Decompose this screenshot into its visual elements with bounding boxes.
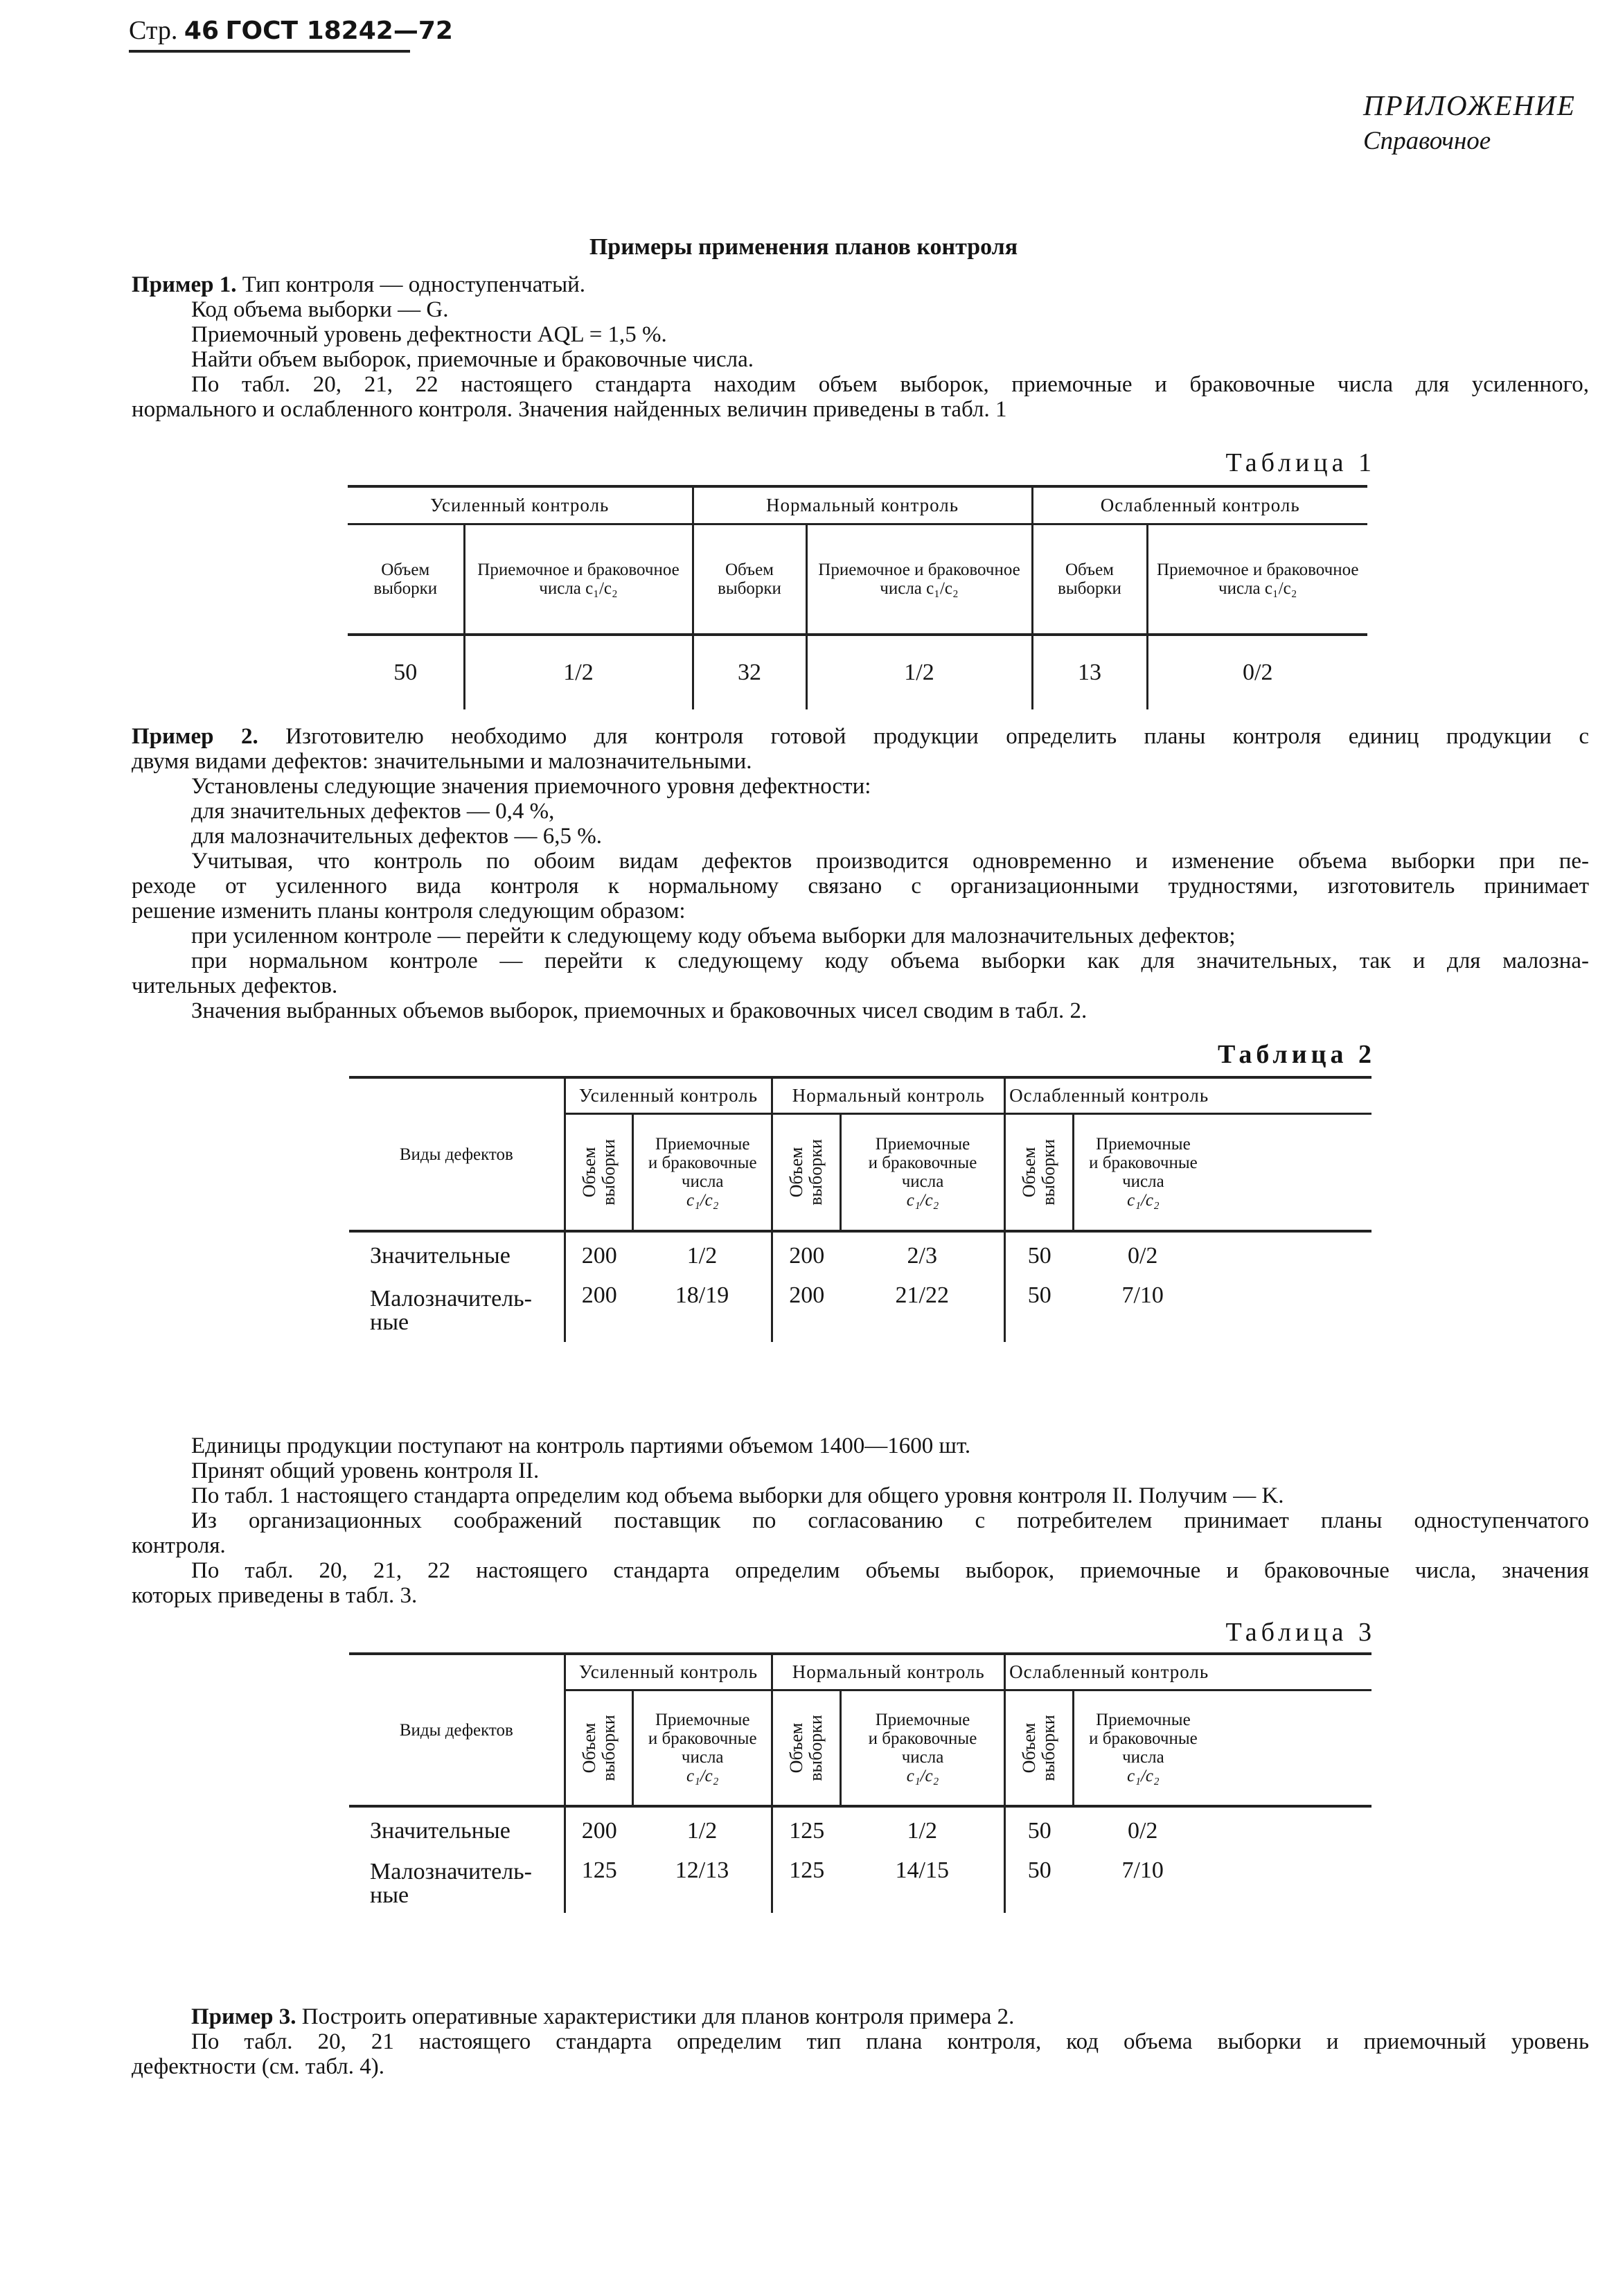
example2-para7b: чительных дефектов. — [132, 973, 338, 998]
table1-cell: 1/2 — [464, 635, 693, 709]
table3-group-row — [349, 1654, 1371, 1690]
table3 — [349, 1652, 1371, 1913]
appendix-title: ПРИЛОЖЕНИЕ — [1363, 89, 1576, 121]
table1 — [348, 485, 1367, 709]
table2-cell: 0/2 — [1127, 1243, 1158, 1269]
after2-para5b: которых приведены в табл. 3. — [132, 1583, 418, 1608]
table-row — [349, 1855, 1371, 1913]
table3-cell: 14/15 — [895, 1857, 949, 1883]
table2-cell: 200 — [772, 1231, 841, 1280]
table3-cell: 1/2 — [686, 1818, 718, 1844]
size-l2: выборки — [1038, 1714, 1059, 1781]
example3-para2a: По табл. 20, 21 настоящего стандарта определим тип плана контроля, код объема выборки и приемочный уровень — [191, 2029, 1589, 2054]
table3-col-numbers — [840, 1690, 1005, 1806]
table2-cell: 50 — [1005, 1280, 1074, 1342]
table1-col-size: Объем выборки — [1032, 524, 1147, 635]
table1-cell: 32 — [693, 635, 806, 709]
num-l1: Приемочные — [1096, 1134, 1191, 1154]
table3-spacer — [1212, 1855, 1371, 1913]
table3-cell: 50 — [1005, 1806, 1074, 1855]
table2-caption: Таблица 2 — [1217, 1040, 1376, 1069]
table1-col-numbers: Приемочное и браковочное числа c₁/c₂ — [1147, 524, 1367, 635]
example2-para2: Установлены следующие значения приемочного уровня дефектности: — [191, 774, 871, 799]
size-l1: Объем — [1019, 1722, 1040, 1774]
example1-line4: Найти объем выборок, приемочные и браковочные числа. — [191, 347, 754, 372]
table-row — [348, 635, 1367, 709]
table3-cell: 125 — [772, 1806, 841, 1855]
table2-col-defects: Виды дефектов — [349, 1077, 565, 1231]
page-header — [129, 15, 453, 46]
example2-para5c: решение изменить планы контроля следующим образом: — [132, 899, 686, 924]
table1-cell: 1/2 — [806, 635, 1032, 709]
example2-para4: для малозначительных дефектов — 6,5 %. — [191, 824, 602, 849]
example1-line1 — [132, 272, 585, 297]
table3-group-reduced: Ослабленный контроль — [1005, 1654, 1212, 1690]
num-l1: Приемочные — [875, 1134, 970, 1154]
after2-para5a: По табл. 20, 21, 22 настоящего стандарта определим объемы выборок, приемочные и браковочные числа, значения — [191, 1558, 1589, 1583]
table2-cell: 21/22 — [895, 1282, 949, 1308]
num-l4: c₁/c₂ — [906, 1190, 939, 1210]
num-l3: числа — [901, 1172, 944, 1191]
table1-col-size: Объем выборки — [693, 524, 806, 635]
num-l3: числа — [1122, 1172, 1164, 1191]
standard-code: ГОСТ 18242—72 — [225, 17, 453, 45]
table2-cell: 18/19 — [675, 1282, 729, 1308]
example1-label: Пример 1. — [132, 272, 237, 297]
example3-para1 — [191, 2004, 1014, 2029]
num-l4: c₁/c₂ — [1127, 1766, 1160, 1785]
num-l1: Приемочные — [1096, 1710, 1191, 1729]
example2-text1: Изготовителю необходимо для контроля готовой продукции определить планы контроля единиц продукции с — [285, 724, 1590, 749]
table2-group-normal: Нормальный контроль — [772, 1077, 1005, 1113]
table-row — [349, 1806, 1371, 1855]
table2-cell: 1/2 — [686, 1243, 718, 1269]
size-l1: Объем — [1019, 1147, 1040, 1198]
table3-col-numbers — [1073, 1690, 1212, 1806]
example2-para3: для значительных дефектов — 0,4 %, — [191, 799, 555, 824]
table2-group-row — [349, 1077, 1371, 1113]
table2-col-numbers — [840, 1113, 1005, 1231]
num-l2: и браковочные — [648, 1153, 757, 1172]
example2-para5b: реходе от усиленного вида контроля к нормальному связано с организационными трудностями, изготовитель принимает — [132, 874, 1589, 899]
table3-empty — [1212, 1654, 1371, 1690]
example2-para6: при усиленном контроле — перейти к следующему коду объема выборки для малозначительных дефектов; — [191, 924, 1236, 948]
num-l4: c₁/c₂ — [906, 1766, 939, 1785]
table1-group-tightened: Усиленный контроль — [348, 486, 693, 524]
table2-row-name: Значительные — [370, 1243, 510, 1269]
example2-para5a: Учитывая, что контроль по обоим видам дефектов производится одновременно и изменение объема выборки при пе- — [191, 849, 1589, 874]
example1-line2: Код объема выборки — G. — [191, 297, 449, 322]
table1-col-numbers: Приемочное и браковочное числа c₁/c₂ — [806, 524, 1032, 635]
num-l1: Приемочные — [655, 1134, 750, 1154]
table3-spacer — [1212, 1806, 1371, 1855]
size-l1: Объем — [578, 1147, 599, 1198]
table1-subheader-row — [348, 524, 1367, 635]
table2-col-size — [565, 1113, 633, 1231]
num-l2: и браковочные — [868, 1729, 977, 1748]
row-name-part2: ные — [370, 1309, 409, 1335]
example1-line3: Приемочный уровень дефектности AQL = 1,5 %. — [191, 322, 667, 347]
table1-cell: 13 — [1032, 635, 1147, 709]
example3-para2b: дефектности (см. табл. 4). — [132, 2054, 385, 2079]
example3-text1: Построить оперативные характеристики для планов контроля примера 2. — [301, 2004, 1015, 2029]
table2-empty — [1212, 1077, 1371, 1113]
table2-cell: 200 — [772, 1280, 841, 1342]
table3-col-size — [1005, 1690, 1074, 1806]
example1-text1: Тип контроля — одноступенчатый. — [242, 272, 586, 297]
table1-col-numbers: Приемочное и браковочное числа c₁/c₂ — [464, 524, 693, 635]
num-l2: и браковочные — [1089, 1153, 1198, 1172]
table3-group-tightened: Усиленный контроль — [565, 1654, 772, 1690]
table3-subheader-spacer — [1212, 1690, 1371, 1806]
table-row — [349, 1231, 1371, 1280]
table3-cell: 1/2 — [907, 1818, 937, 1844]
row-name-part2: ные — [370, 1882, 409, 1908]
table2-cell: 7/10 — [1121, 1282, 1164, 1308]
table3-caption: Таблица 3 — [1225, 1618, 1376, 1647]
num-l3: числа — [901, 1747, 944, 1767]
table3-col-numbers — [633, 1690, 772, 1806]
table3-cell: 0/2 — [1127, 1818, 1158, 1844]
table3-group-normal: Нормальный контроль — [772, 1654, 1005, 1690]
table2-cell: 2/3 — [907, 1243, 937, 1269]
table1-group-reduced: Ослабленный контроль — [1032, 486, 1367, 524]
table1-group-normal: Нормальный контроль — [693, 486, 1032, 524]
num-l4: c₁/c₂ — [686, 1766, 719, 1785]
table2-spacer — [1212, 1280, 1371, 1342]
num-l3: числа — [1122, 1747, 1164, 1767]
table2-col-size — [1005, 1113, 1074, 1231]
row-name-part1: Малозначитель- — [370, 1859, 532, 1884]
size-l1: Объем — [785, 1722, 806, 1774]
size-l2: выборки — [1038, 1138, 1059, 1206]
num-l3: числа — [681, 1172, 724, 1191]
table3-cell: 125 — [772, 1855, 841, 1913]
table2-row-name — [349, 1280, 565, 1342]
example2-para1b: двумя видами дефектов: значительными и малозначительными. — [132, 749, 752, 774]
size-l2: выборки — [598, 1138, 619, 1206]
size-l2: выборки — [598, 1714, 619, 1781]
example2-para7a: при нормальном контроле — перейти к следующему коду объема выборки как для значительных, так и для малозна- — [191, 948, 1589, 973]
table2-cell: 50 — [1005, 1231, 1074, 1280]
table2-cell: 200 — [565, 1231, 633, 1280]
table3-cell: 125 — [565, 1855, 633, 1913]
table2-spacer — [1212, 1231, 1371, 1280]
table1-caption: Таблица 1 — [1225, 448, 1376, 477]
table3-row-name — [349, 1855, 565, 1913]
example1-para-b: нормального и ослабленного контроля. Значения найденных величин приведены в табл. 1 — [132, 397, 1007, 422]
table3-col-defects: Виды дефектов — [349, 1654, 565, 1806]
after2-para1: Единицы продукции поступают на контроль партиями объемом 1400—1600 шт. — [191, 1433, 971, 1458]
table2-col-numbers — [633, 1113, 772, 1231]
table3-cell: 50 — [1005, 1855, 1074, 1913]
num-l1: Приемочные — [875, 1710, 970, 1729]
row-name-part1: Малозначитель- — [370, 1286, 532, 1312]
size-l1: Объем — [578, 1722, 599, 1774]
table2-col-size — [772, 1113, 841, 1231]
table3-col-size — [565, 1690, 633, 1806]
page-prefix: Стр. — [129, 16, 178, 45]
table1-col-size: Объем выборки — [348, 524, 464, 635]
table3-row-name: Значительные — [370, 1818, 510, 1844]
num-l4: c₁/c₂ — [1127, 1190, 1160, 1210]
table3-cell: 7/10 — [1121, 1857, 1164, 1883]
table2-cell: 200 — [565, 1280, 633, 1342]
table1-cell: 0/2 — [1147, 635, 1367, 709]
num-l2: и браковочные — [1089, 1729, 1198, 1748]
page-number: 46 — [184, 17, 220, 45]
num-l2: и браковочные — [648, 1729, 757, 1748]
num-l1: Приемочные — [655, 1710, 750, 1729]
table3-col-size — [772, 1690, 841, 1806]
appendix-subtitle: Справочное — [1363, 127, 1491, 155]
page-title: Примеры применения планов контроля — [589, 234, 1018, 260]
after2-para2: Принят общий уровень контроля II. — [191, 1458, 540, 1483]
table1-group-row — [348, 486, 1367, 524]
example2-para8: Значения выбранных объемов выборок, приемочных и браковочных чисел сводим в табл. 2. — [191, 998, 1087, 1023]
num-l2: и браковочные — [868, 1153, 977, 1172]
num-l4: c₁/c₂ — [686, 1190, 719, 1210]
table2-group-reduced: Ослабленный контроль — [1005, 1077, 1212, 1113]
example1-para-a: По табл. 20, 21, 22 настоящего стандарта находим объем выборок, приемочные и браковочные числа для усиленного, — [191, 372, 1589, 397]
header-rule — [129, 50, 410, 53]
table3-cell: 200 — [565, 1806, 633, 1855]
table-row — [349, 1280, 1371, 1342]
example2-label: Пример 2. — [132, 724, 258, 749]
table1-cell: 50 — [393, 660, 418, 685]
after2-para3: По табл. 1 настоящего стандарта определим код объема выборки для общего уровня контроля II. Получим — K. — [191, 1483, 1284, 1508]
num-l3: числа — [681, 1747, 724, 1767]
table3-cell: 12/13 — [675, 1857, 729, 1883]
after2-para4b: контроля. — [132, 1533, 226, 1558]
example2-para1a — [132, 724, 1589, 749]
size-l2: выборки — [805, 1714, 826, 1781]
after2-para4a: Из организационных соображений поставщик по согласованию с потребителем принимает планы одноступенчатого — [191, 1508, 1589, 1533]
size-l1: Объем — [785, 1147, 806, 1198]
table2-subheader-spacer — [1212, 1113, 1371, 1231]
table2-group-tightened: Усиленный контроль — [565, 1077, 772, 1113]
table2 — [349, 1076, 1371, 1342]
size-l2: выборки — [805, 1138, 826, 1206]
table2-col-numbers — [1073, 1113, 1212, 1231]
example3-label: Пример 3. — [191, 2004, 296, 2029]
